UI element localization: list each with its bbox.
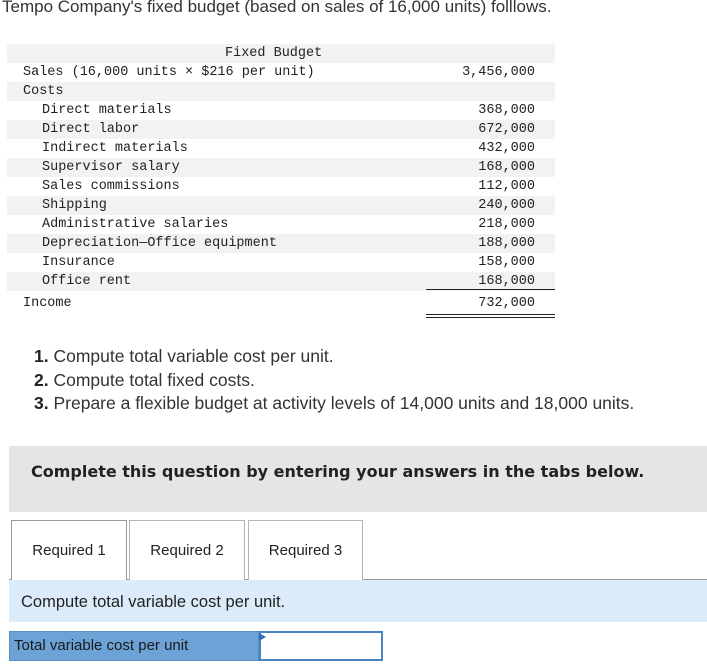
cost-label: Supervisor salary	[42, 160, 180, 175]
input-marker-icon	[259, 633, 266, 641]
cost-row	[7, 234, 555, 253]
cost-row	[7, 101, 555, 120]
cost-row	[7, 196, 555, 215]
cost-label: Shipping	[42, 198, 107, 213]
cost-value: 168,000	[478, 160, 535, 175]
cost-label: Depreciation—Office equipment	[42, 236, 277, 251]
income-label: Income	[23, 296, 72, 311]
tab-required-1[interactable]: Required 1	[11, 520, 127, 581]
budget-header: Fixed Budget	[225, 46, 323, 61]
question-text: Compute total fixed costs.	[53, 369, 255, 390]
cost-value: 188,000	[478, 236, 535, 251]
banner-text: Complete this question by entering your answers in the tabs below.	[31, 462, 645, 481]
question-number: 2.	[34, 369, 49, 390]
cost-row	[7, 158, 555, 177]
question-item	[34, 345, 634, 369]
double-rule-top	[426, 314, 555, 315]
cost-value: 112,000	[478, 179, 535, 194]
sales-value: 3,456,000	[462, 65, 535, 80]
panel-prompt: Compute total variable cost per unit.	[21, 593, 286, 611]
costs-label-row	[7, 82, 555, 101]
question-item	[34, 369, 634, 393]
question-list	[34, 345, 634, 416]
double-rule-bottom	[426, 317, 555, 318]
question-item	[34, 392, 634, 416]
tab-required-3[interactable]: Required 3	[248, 520, 363, 580]
cost-label: Administrative salaries	[42, 217, 229, 232]
cost-label: Insurance	[42, 255, 115, 270]
income-row	[7, 292, 555, 316]
cost-label: Direct labor	[42, 122, 140, 137]
cost-label: Sales commissions	[42, 179, 180, 194]
cost-value: 168,000	[478, 274, 535, 289]
cost-row	[7, 139, 555, 158]
variable-cost-input[interactable]	[259, 631, 383, 661]
cost-label: Office rent	[42, 274, 132, 289]
question-number: 3.	[34, 393, 49, 413]
fixed-budget-table	[7, 44, 555, 316]
costs-label: Costs	[23, 84, 64, 99]
cost-value: 158,000	[478, 255, 535, 270]
tab-required-2[interactable]: Required 2	[129, 520, 245, 580]
cost-value: 368,000	[478, 103, 535, 118]
cost-value: 218,000	[478, 217, 535, 232]
cost-row	[7, 120, 555, 139]
cost-value: 672,000	[478, 122, 535, 137]
cost-row	[7, 215, 555, 234]
instruction-banner	[9, 446, 707, 512]
cost-label: Indirect materials	[42, 141, 188, 156]
question-text: Compute total variable cost per unit.	[53, 346, 334, 366]
tab-bar	[9, 520, 707, 580]
tab-panel	[9, 580, 707, 622]
cost-row	[7, 177, 555, 196]
answer-label: Total variable cost per unit	[9, 631, 259, 661]
cost-label: Direct materials	[42, 103, 172, 118]
sales-row	[7, 63, 555, 82]
question-number: 1.	[34, 346, 49, 366]
cost-row	[7, 253, 555, 272]
subtotal-rule	[426, 289, 555, 290]
sales-label: Sales (16,000 units × $216 per unit)	[23, 65, 315, 80]
cost-value: 432,000	[478, 141, 535, 156]
question-text: Prepare a flexible budget at activity levels of 14,000 units and 18,000 units.	[53, 393, 635, 413]
budget-header-row	[7, 44, 555, 63]
income-value: 732,000	[478, 296, 535, 311]
cost-row	[7, 272, 555, 291]
cost-value: 240,000	[478, 198, 535, 213]
intro-text: Tempo Company's fixed budget (based on sales of 16,000 units) folllows.	[2, 0, 552, 16]
